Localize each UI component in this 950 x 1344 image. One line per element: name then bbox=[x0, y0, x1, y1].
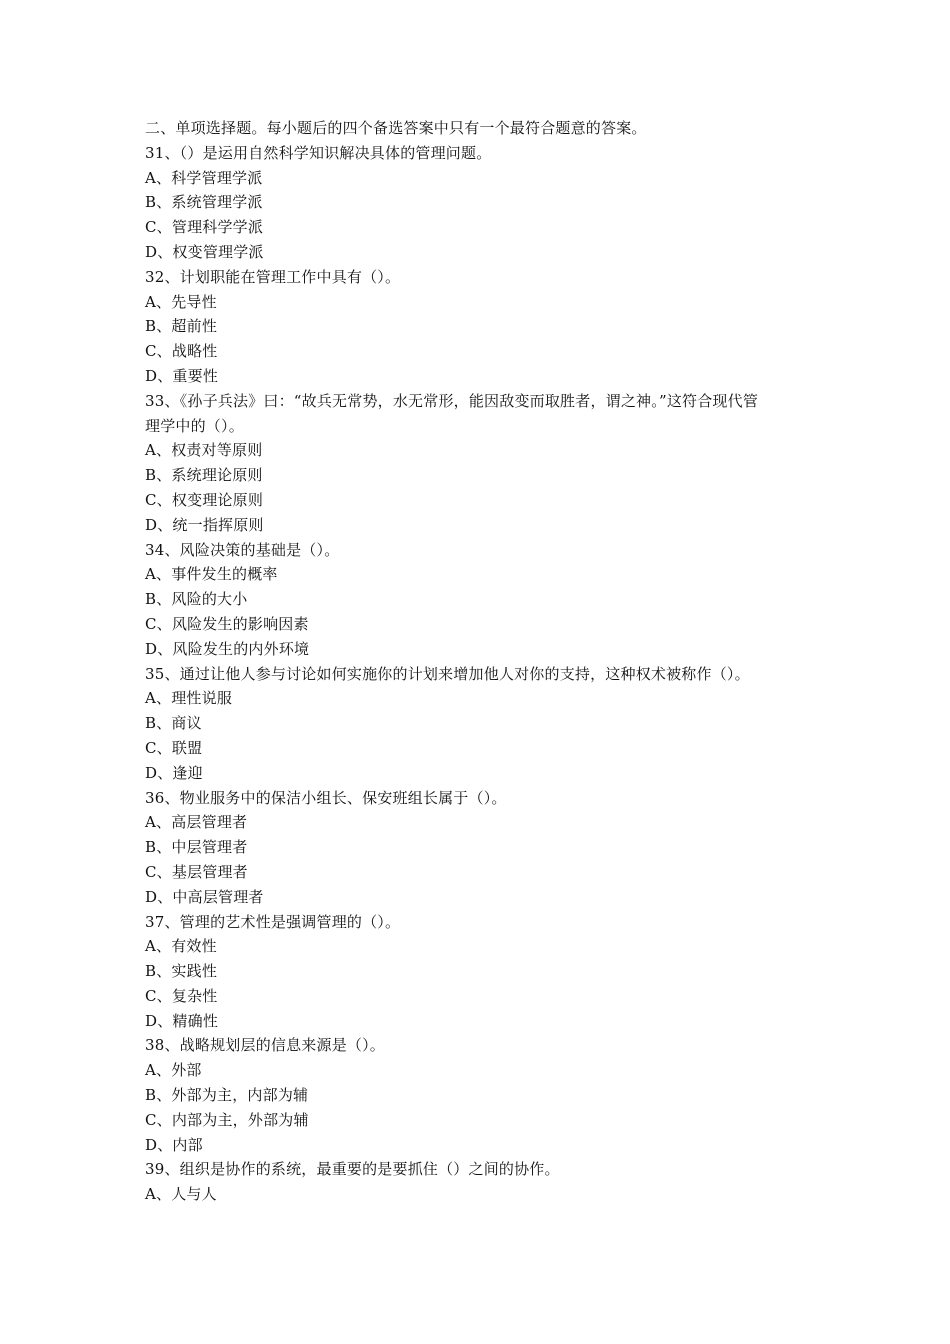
option-35-c: C、联盟 bbox=[145, 738, 203, 757]
question-34-stem: 34、风险决策的基础是（）。 bbox=[145, 540, 340, 559]
option-34-b: B、风险的大小 bbox=[145, 590, 248, 609]
option-36-b: B、中层管理者 bbox=[145, 838, 248, 857]
question-39-stem: 39、组织是协作的系统，最重要的是要抓住（）之间的协作。 bbox=[145, 1160, 560, 1179]
option-33-c: C、权变理论原则 bbox=[145, 490, 264, 509]
option-32-a: A、先导性 bbox=[145, 292, 217, 311]
option-33-b: B、系统理论原则 bbox=[145, 466, 263, 485]
option-37-b: B、实践性 bbox=[145, 962, 218, 981]
option-35-d: D、逢迎 bbox=[145, 763, 203, 782]
option-36-a: A、高层管理者 bbox=[145, 813, 248, 832]
option-32-c: C、战略性 bbox=[145, 342, 218, 361]
option-31-d: D、权变管理学派 bbox=[145, 242, 264, 261]
question-37-stem: 37、管理的艺术性是强调管理的（）。 bbox=[145, 912, 401, 931]
option-37-a: A、有效性 bbox=[145, 937, 217, 956]
document-page bbox=[145, 116, 815, 1207]
option-37-c: C、复杂性 bbox=[145, 986, 218, 1005]
option-32-d: D、重要性 bbox=[145, 366, 219, 385]
question-31-stem: 31、（）是运用自然科学知识解决具体的管理问题。 bbox=[145, 143, 492, 162]
option-34-a: A、事件发生的概率 bbox=[145, 565, 278, 584]
question-33-stem-line1: 33、《孙子兵法》曰：“故兵无常势，水无常形，能因敌变而取胜者，谓之神。”这符合现代管 bbox=[145, 391, 759, 410]
option-38-a: A、外部 bbox=[145, 1061, 202, 1080]
option-35-a: A、理性说服 bbox=[145, 689, 233, 708]
option-38-c: C、内部为主，外部为辅 bbox=[145, 1110, 309, 1129]
question-36-stem: 36、物业服务中的保洁小组长、保安班组长属于（）。 bbox=[145, 788, 507, 807]
option-38-b: B、外部为主，内部为辅 bbox=[145, 1086, 309, 1105]
question-32-stem: 32、计划职能在管理工作中具有（）。 bbox=[145, 267, 401, 286]
option-34-d: D、风险发生的内外环境 bbox=[145, 639, 310, 658]
option-33-d: D、统一指挥原则 bbox=[145, 515, 264, 534]
question-35-stem: 35、通过让他人参与讨论如何实施你的计划来增加他人对你的支持，这种权术被称作（）。 bbox=[145, 664, 750, 683]
option-39-a: A、人与人 bbox=[145, 1185, 217, 1204]
question-38-stem: 38、战略规划层的信息来源是（）。 bbox=[145, 1036, 385, 1055]
option-36-d: D、中高层管理者 bbox=[145, 887, 264, 906]
option-37-d: D、精确性 bbox=[145, 1011, 219, 1030]
option-33-a: A、权责对等原则 bbox=[145, 441, 263, 460]
option-32-b: B、超前性 bbox=[145, 317, 218, 336]
option-31-c: C、管理科学学派 bbox=[145, 218, 264, 237]
option-34-c: C、风险发生的影响因素 bbox=[145, 614, 309, 633]
option-38-d: D、内部 bbox=[145, 1135, 203, 1154]
option-35-b: B、商议 bbox=[145, 714, 202, 733]
option-31-a: A、科学管理学派 bbox=[145, 168, 263, 187]
option-31-b: B、系统管理学派 bbox=[145, 193, 263, 212]
section-heading: 二、单项选择题。每小题后的四个备选答案中只有一个最符合题意的答案。 bbox=[145, 119, 647, 137]
option-36-c: C、基层管理者 bbox=[145, 862, 248, 881]
question-33-stem-line2: 理学中的（）。 bbox=[145, 416, 244, 435]
